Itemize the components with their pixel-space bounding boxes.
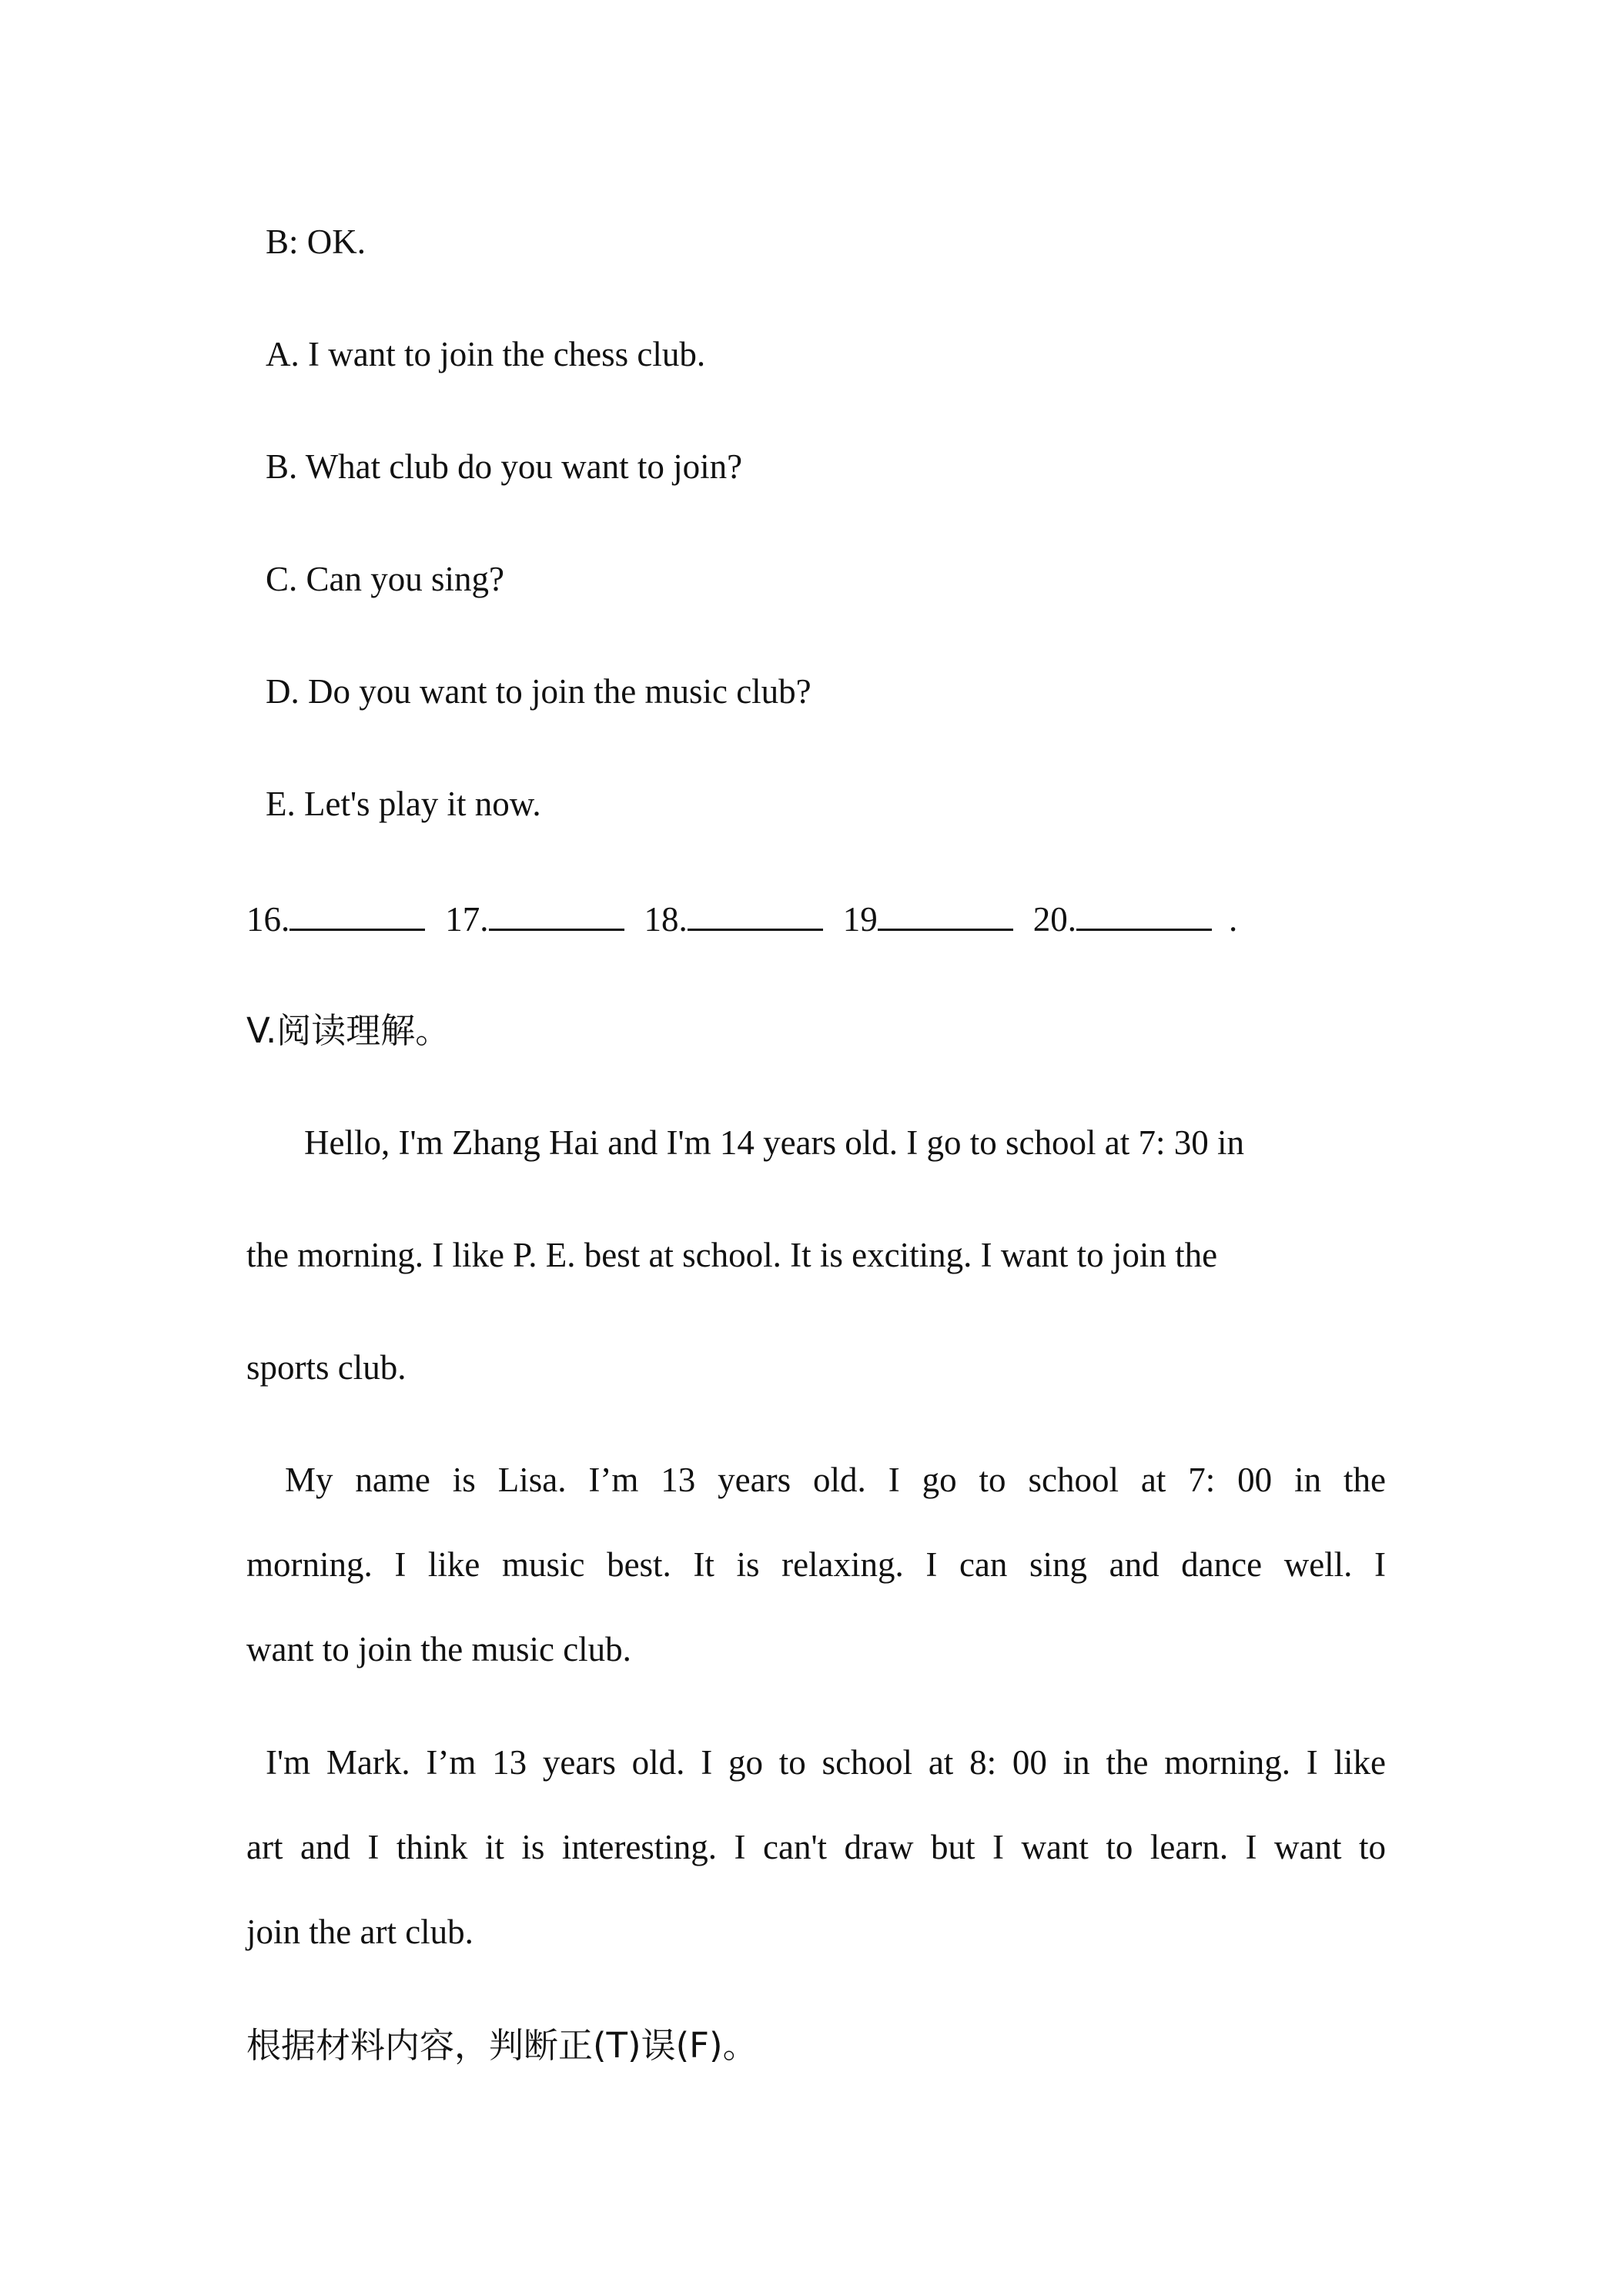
dialogue-b-ok: B: OK. <box>266 223 366 261</box>
answer-blank-16[interactable] <box>289 901 425 931</box>
section-title: V.阅读理解。 <box>246 1010 450 1051</box>
passage-p1-line2: the morning. I like P. E. best at school. It is exciting. I want to join the <box>246 1236 1218 1274</box>
passage-p2-line2: morning. I like music best. It is relaxing. I can sing and dance well. I <box>246 1545 1386 1584</box>
passage-p3-line1: I'm Mark. I’m 13 years old. I go to school at 8: 00 in the morning. I like <box>266 1743 1386 1782</box>
passage-p3-line3: join the art club. <box>246 1913 474 1951</box>
answer-blank-19[interactable] <box>878 901 1013 931</box>
passage-p1-line1: Hello, I'm Zhang Hai and I'm 14 years old. I go to school at 7: 30 in <box>304 1123 1244 1162</box>
option-e: E. Let's play it now. <box>266 785 541 823</box>
blank-label-20: 20. <box>1032 900 1076 939</box>
option-d: D. Do you want to join the music club? <box>266 672 812 711</box>
option-a: A. I want to join the chess club. <box>266 335 706 373</box>
option-c: C. Can you sing? <box>266 560 504 598</box>
passage-p1-line3: sports club. <box>246 1348 407 1387</box>
answer-blank-17[interactable] <box>489 901 624 931</box>
instruction-text: 根据材料内容，判断正(T)误(F)。 <box>246 2025 758 2066</box>
blank-label-17: 17. <box>445 900 489 939</box>
answer-blank-20[interactable] <box>1076 901 1212 931</box>
answer-blanks-row <box>246 901 1237 937</box>
passage-p2-line3: want to join the music club. <box>246 1630 631 1668</box>
option-b: B. What club do you want to join? <box>266 447 743 486</box>
answer-blank-18[interactable] <box>688 901 823 931</box>
blank-label-19: 19 <box>842 900 878 939</box>
blank-row-end: . <box>1229 900 1238 939</box>
blank-label-16: 16. <box>246 900 290 939</box>
passage-p3-line2: art and I think it is interesting. I can't draw but I want to learn. I want to <box>246 1828 1386 1866</box>
passage-p2-line1: My name is Lisa. I’m 13 years old. I go to school at 7: 00 in the <box>285 1461 1386 1499</box>
blank-label-18: 18. <box>644 900 688 939</box>
